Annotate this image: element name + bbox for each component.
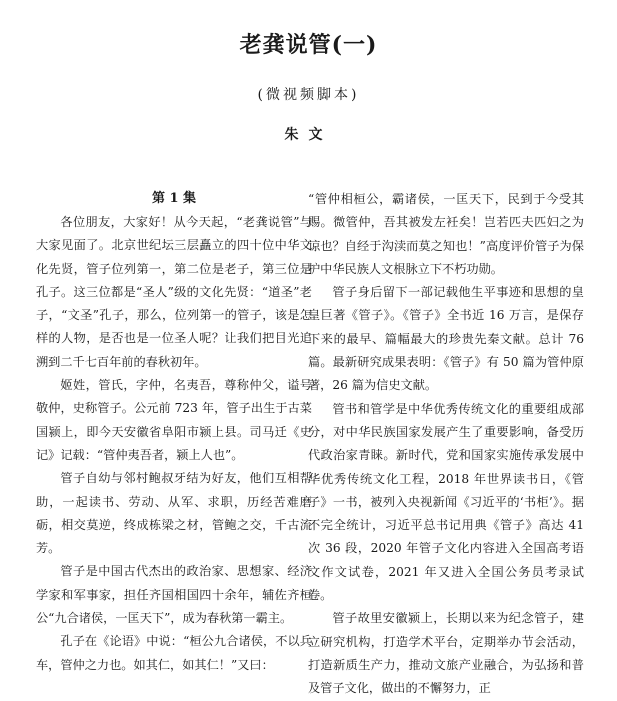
paragraph: 管书和管学是中华优秀传统文化的重要组成部分，对中华民族国家发展产生了重要影响，备受历代政治家青睐。新时代，党和国家实施传承发展中华优秀传统文化工程，2018 年世界读书日，《管子》一书，被列入央视新闻《习近平的‘书柜’》。据不完全统计，习近平总书记用典《管子》高达 41 次 36 段，2020 年管子文化内容进入全国高考语文作文试卷，2021 年又进入全国公务员考录试卷。 bbox=[308, 401, 584, 603]
section-heading: 第 1 集 bbox=[151, 191, 197, 206]
paragraph: 各位朋友，大家好！从今天起，“老龚说管”与大家见面了。北京世纪坛三层矗立的四十位中华文化先贤，管子位列第一，第二位是老子，第三位是孔子。这三位都是“圣人”级的文化先贤：“道圣”老子，“文圣”孔子，那么，位列第一的管子，该是怎样的人物，是否也是一位圣人呢？让我们把目光追溯到二千七百年前的春秋初年。 bbox=[36, 215, 312, 369]
article-subtitle: (微视频脚本) bbox=[257, 87, 360, 103]
author-name: 朱文 bbox=[284, 127, 333, 143]
paragraph-continued: “管仲相桓公，霸诸侯，一匡天下，民到于今受其赐。微管仲，吾其被发左衽矣！岂若匹夫匹妇之为谅也？自经于沟渎而莫之知也！”高度评价管子为保护中华民族人文根脉立下不朽功勋。 bbox=[308, 192, 584, 276]
paragraph: 姬姓，管氏，字仲，名夷吾，尊称仲父，谥号敬仲，史称管子。公元前 723 年，管子出生于古菜国颍上，即今天安徽省阜阳市颍上县。司马迁《史记》记载：“管仲夷吾者，颍上人也”。 bbox=[36, 378, 312, 462]
paragraph: 管子身后留下一部记载他生平事迹和思想的皇皇巨著《管子》。《管子》全书近 16 万言，是保存下来的最早、篇幅最大的珍贵先秦文献。总计 76 篇。最新研究成果表明：《管子》有 50 篇为管仲原著，26 篇为信史文献。 bbox=[308, 285, 584, 393]
paragraph: 管子是中国古代杰出的政治家、思想家、经济学家和军事家，担任齐国相国四十余年，辅佐齐桓公“九合诸侯，一匡天下”，成为春秋第一霸主。 bbox=[36, 564, 312, 626]
right-column bbox=[308, 188, 584, 701]
article-title: 老龚说管(一) bbox=[239, 32, 378, 58]
paragraph: 孔子在《论语》中说：“桓公九合诸侯，不以兵车，管仲之力也。如其仁，如其仁！”又曰： bbox=[36, 634, 312, 672]
left-column bbox=[36, 188, 312, 677]
paragraph: 管子自幼与邻村鲍叔牙结为好友，他们互相帮助，一起读书、劳动、从军、求职，历经苦难磨砺，相交莫逆，终成栋梁之材，管鲍之交，千古流芳。 bbox=[36, 471, 312, 556]
paragraph: 管子故里安徽颍上，长期以来为纪念管子，建立研究机构，打造学术平台，定期举办节会活动，打造新质生产力，推动文旅产业融合，为弘扬和普及管子文化，做出的不懈努力，正 bbox=[308, 611, 584, 696]
